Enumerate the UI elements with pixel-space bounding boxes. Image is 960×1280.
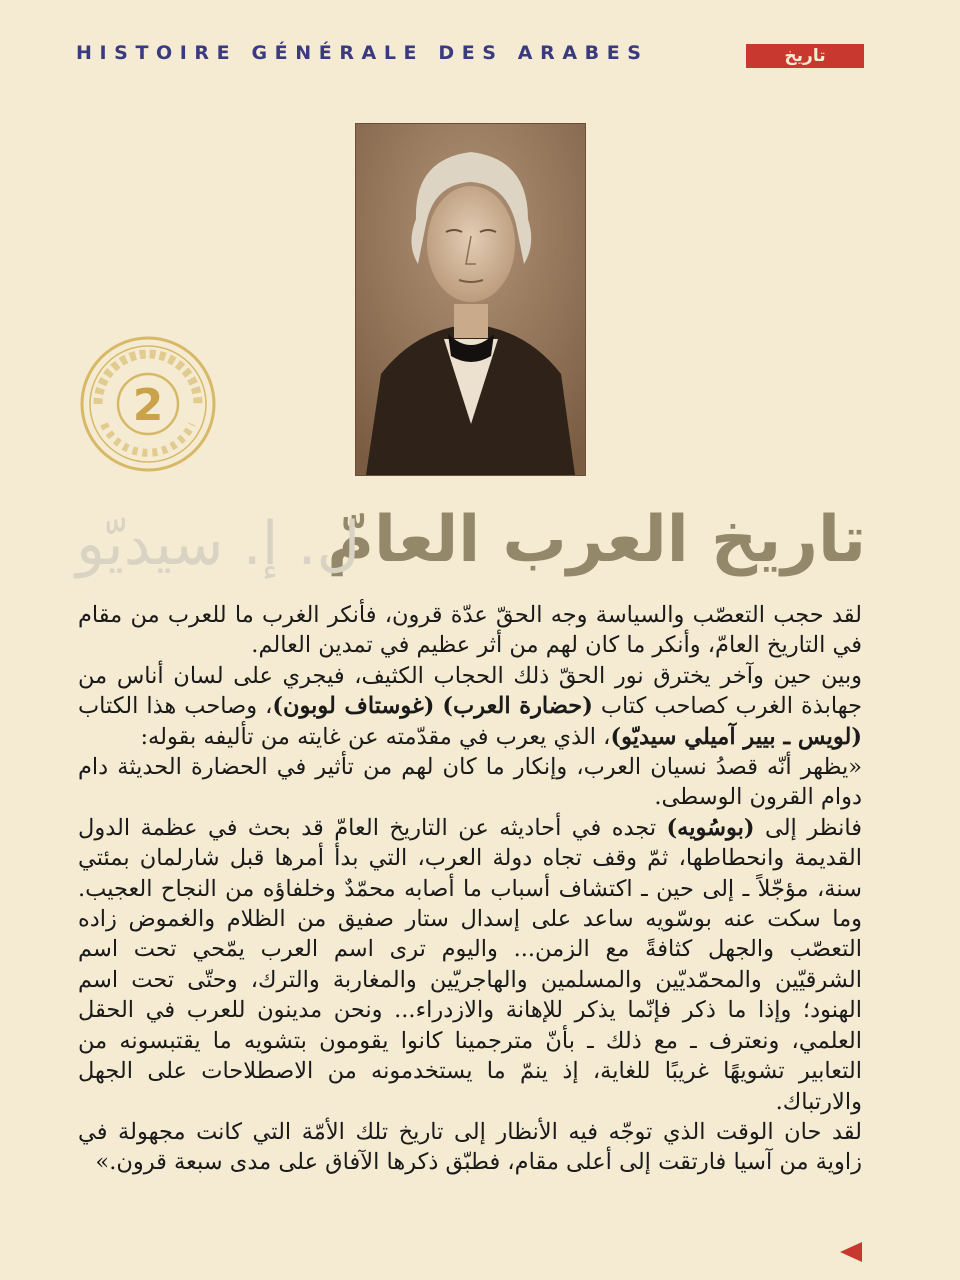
book-title-row [70, 498, 870, 588]
triangle-left-icon[interactable] [838, 1240, 864, 1264]
series-badge-arabic: تاريخ [746, 44, 864, 68]
body-paragraph [78, 661, 862, 752]
text-run: لقد حان الوقت الذي توجّه فيه الأنظار إلى تاريخ تلك الأمّة التي كانت مجهولة في زاوية من آسيا فارتقت إلى أعلى مقام، فطبّق ذكرها الآفاق على مدى سبعة قرون.» [78, 1118, 862, 1176]
body-paragraph [78, 813, 862, 1117]
bold-reference: (بوسُويه) [666, 814, 755, 841]
svg-text:2: 2 [132, 380, 164, 431]
text-run: وبين حين وآخر يخترق نور الحقّ ذلك الحجاب الكثيف، فيجري على لسان أناس من جهابذة الغرب كصاحب كتاب [78, 662, 862, 720]
book-author: ل. إ. سيديّو [76, 509, 361, 579]
text-run: ، الذي يعرب في مقدّمته عن غايته من تأليفه بقوله: [140, 723, 611, 750]
text-run: لقد حجب التعصّب والسياسة وجه الحقّ عدّة قرون، فأنكر الغرب ما للعرب من مقام في التاريخ العامّ، وأنكر ما كان لهم من أثر عظيم في تمدين العالم. [78, 602, 863, 659]
series-title-latin: HISTOIRE GÉNÉRALE DES ARABES [76, 42, 649, 64]
book-title: تاريخ العرب العامّ [327, 503, 866, 577]
body-paragraph [78, 600, 862, 661]
edition-seal-icon [78, 334, 218, 474]
text-run: ، وصاحب هذا الكتاب [78, 693, 273, 720]
second-edition-stamp [78, 334, 218, 474]
body-text [78, 600, 862, 1178]
text-run: «يظهر أنّه قصدُ نسيان العرب، وإنكار ما كان لهم من تأثير في الحضارة الحديثة دام دوام القرون الوسطى. [78, 754, 862, 811]
text-run: فانظر إلى [754, 814, 862, 841]
text-run: تجده في أحاديثه عن التاريخ العامّ قد بحث في عظمة الدول القديمة وانحطاطها، ثمّ وقف تجاه دولة العرب، التي بدأ أمرها قبل شارلمان بمئتي سنة، مؤجّلاً ـ إلى حين ـ اكتشاف أسباب ما أصابه محمّدٌ وخلفاؤه من النجاح العجيب. وما سكت عنه بوسّويه ساعد على إسدال ستار صفيق من الظلام والغموض زاده التعصّب والجهل كثافةً مع الزمن... واليوم ترى اسم العرب يمّحي تحت اسم الشرقيّين والمحمّديّين والمسلمين والهاجريّين والمغاربة والترك، وحتّى تحت اسم الهنود؛ وإذا ما ذكر فإنّما يذكر للإهانة والازدراء... ونحن مدينون للعرب في الحقل العلمي، ونعترف ـ مع ذلك ـ بأنّ مترجمينا كانوا يقومون بتشويه ما يقتبسونه من التعابير تشويهًا غريبًا للغاية، إذ ينمّ ما يستخدمونه من الاصطلاحات على الجهل والارتباك. [78, 814, 862, 1115]
bold-reference: (حضارة العرب) [442, 693, 593, 720]
bold-reference: (لويس ـ بيير آميلي سيديّو) [610, 723, 862, 750]
bold-reference: (غوستاف لوبون) [272, 693, 435, 720]
author-portrait [355, 123, 586, 476]
body-paragraph [78, 1117, 862, 1178]
page-header [72, 38, 864, 72]
portrait-illustration [356, 124, 585, 475]
body-paragraph [78, 752, 862, 813]
